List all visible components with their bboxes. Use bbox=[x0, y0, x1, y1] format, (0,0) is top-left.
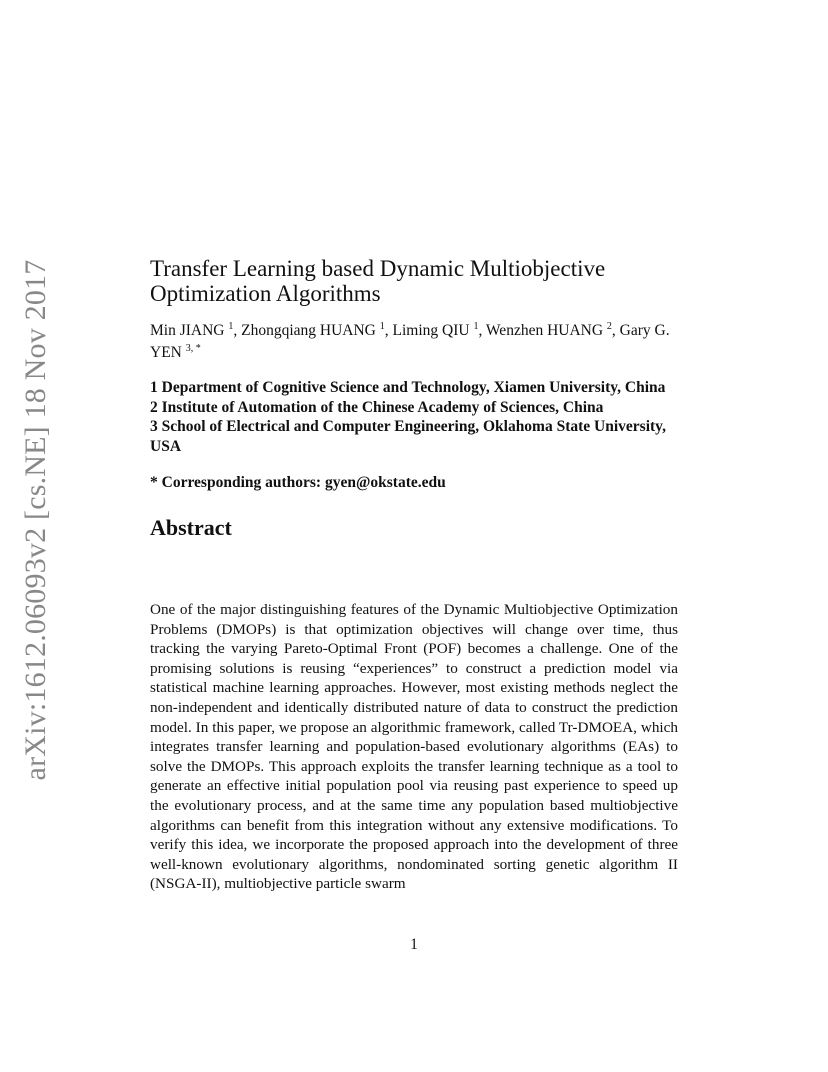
affiliation-2: 2 Institute of Automation of the Chinese Academy of Sciences, China bbox=[150, 398, 604, 416]
author-name: Min JIANG bbox=[150, 322, 225, 339]
author-affiliation-marker: 2 bbox=[606, 321, 612, 332]
author-name: Liming QIU bbox=[392, 322, 470, 339]
author-list bbox=[150, 320, 678, 364]
author-separator: , bbox=[384, 322, 393, 339]
author-name: Wenzhen HUANG bbox=[485, 322, 604, 339]
abstract-heading: Abstract bbox=[150, 514, 232, 540]
author-separator: , bbox=[611, 322, 620, 339]
paper-title: Transfer Learning based Dynamic Multiobjective Optimization Algorithms bbox=[150, 256, 606, 306]
affiliation-1: 1 Department of Cognitive Science and Technology, Xiamen University, China bbox=[150, 379, 666, 396]
author-affiliation-marker: 1 bbox=[473, 321, 479, 332]
author-name: Zhongqiang HUANG bbox=[241, 322, 376, 339]
author-affiliation-marker: 1 bbox=[379, 321, 385, 332]
affiliation-3: 3 School of Electrical and Computer Engineering, Oklahoma State University, USA bbox=[150, 418, 666, 456]
author-name: Gary G. YEN bbox=[150, 322, 670, 361]
corresponding-author: * Corresponding authors: gyen@okstate.edu bbox=[150, 473, 446, 491]
paper-front-matter bbox=[150, 256, 678, 893]
page-number: 1 bbox=[410, 936, 418, 953]
author-separator: , bbox=[478, 322, 486, 339]
arxiv-identifier-stamp: arXiv:1612.06093v2 [cs.NE] 18 Nov 2017 bbox=[19, 259, 52, 781]
author-separator: , bbox=[233, 322, 242, 339]
author-affiliation-marker: 3, * bbox=[185, 343, 201, 354]
author-affiliation-marker: 1 bbox=[228, 321, 234, 332]
abstract-text: One of the major distinguishing features of the Dynamic Multiobjective Optimization Problems (DMOPs) is that optimization objectives will change over time, thus tracking the varying Pareto-Optimal Front (POF) becomes a challenge. One of the promising solutions is reusing “experiences” to construct a prediction model via statistical machine learning approaches. However, most existing methods neglect the non-independent and identically distributed nature of data to construct the prediction model. In this paper, we propose an algorithmic framework, called Tr-DMOEA, which integrates transfer learning and population-based evolutionary algorithms (EAs) to solve the DMOPs. This approach exploits the transfer learning technique as a tool to generate an effective initial population pool via reusing past experience to speed up the evolutionary process, and at the same time any population based multiobjective algorithms can benefit from this integration without any extensive modifications. To verify this idea, we incorporate the proposed approach into the development of three well-known evolutionary algorithms, nondominated sorting genetic algorithm II (NSGA-II), multiobjective particle swarm bbox=[150, 601, 678, 893]
